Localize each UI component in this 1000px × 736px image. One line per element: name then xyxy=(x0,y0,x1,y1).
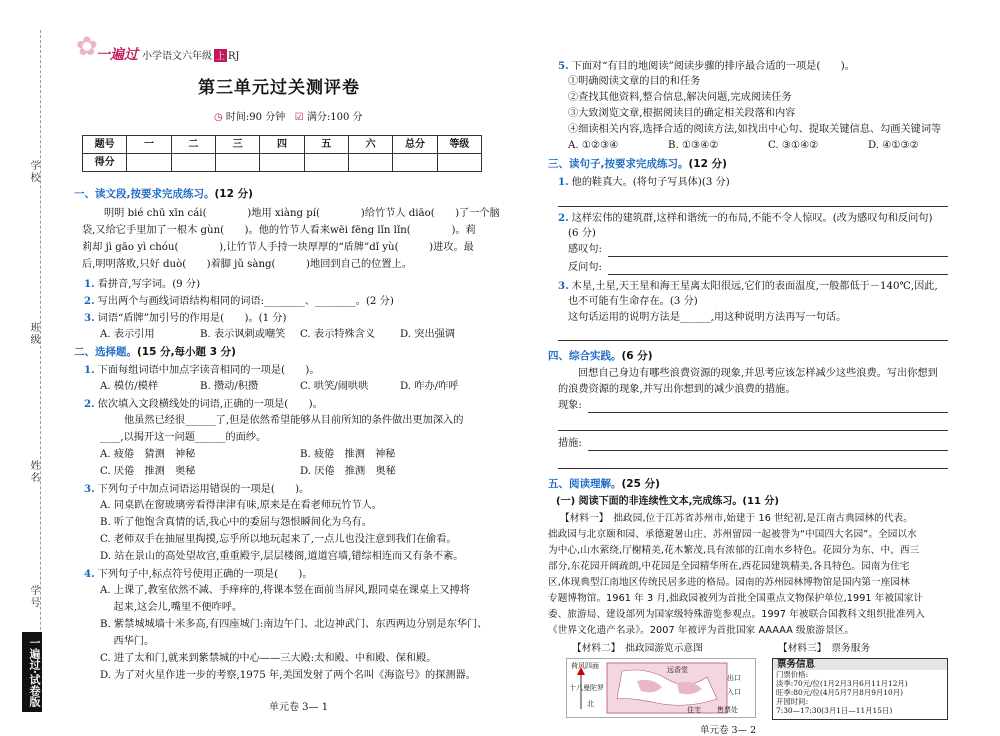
ticket-row: 门票价格: xyxy=(776,670,809,679)
option[interactable]: C. 厌倦 推测 奥秘 xyxy=(100,466,196,477)
score-cell[interactable] xyxy=(348,154,392,172)
garden-map xyxy=(566,658,756,718)
check-icon: ☑ xyxy=(294,112,304,123)
map-label: 远香堂 xyxy=(667,666,688,674)
s2-question-4 xyxy=(84,566,313,583)
option[interactable]: B. 听了他饱含真情的话,我心中的委屈与怨恨瞬间化为乌有。 xyxy=(100,517,372,528)
score-header-cell: 三 xyxy=(215,136,259,154)
measures-answer-line[interactable] xyxy=(558,468,948,469)
material-1-line: 委、旅游局、建设部列为国家级特殊游览参观点。1997 年被联合国教科文组织批准列入 xyxy=(548,609,925,620)
section-1-points: (12 分) xyxy=(214,188,253,200)
map-label: 十八曼陀罗 xyxy=(569,684,604,692)
school-label: 学校 xyxy=(28,160,39,184)
score-table xyxy=(82,135,482,172)
option-continuation: 西华门。 xyxy=(100,636,155,647)
score-header-cell: 四 xyxy=(260,136,304,154)
clock-icon: ◷ xyxy=(214,112,223,123)
score-cell[interactable] xyxy=(127,154,171,172)
section-4-points: (6 分) xyxy=(621,350,653,362)
q5-item: ②查找其他资料,整合信息,解决问题,完成阅读任务 xyxy=(568,92,792,103)
option[interactable]: C. 老师双手在抽屉里掏摸,忘乎所以地玩起来了,一点儿也没注意到我们在偷看。 xyxy=(100,534,457,545)
s2-question-2 xyxy=(84,396,323,413)
page-footer-left: 单元卷 3— 1 xyxy=(269,702,329,713)
section-5-points: (25 分) xyxy=(621,478,660,490)
s2-question-5 xyxy=(558,58,855,75)
question-text: 也不可能有生命存在。(3 分) xyxy=(568,296,698,307)
passage-line: 莉却 jì gāo yì chóu( ),让竹节人手持一块厚厚的“盾牌”dǐ yù( )进攻。最 xyxy=(82,242,474,253)
ticket-row: 开园时间: xyxy=(776,697,809,706)
score-row-label: 得分 xyxy=(83,154,127,172)
time-limit: 时间:90 分钟 xyxy=(225,112,286,123)
score-header-cell: 五 xyxy=(304,136,348,154)
question-number: 3. xyxy=(84,483,95,495)
option[interactable]: D. ④①③② xyxy=(868,140,919,151)
passage-line: 袋,又给它手里加了一根木 gùn( )。他的竹节人看来wēi fēng lǐn lǐn( )。莉 xyxy=(82,225,476,236)
material-1-line: 为中心,山水萦绕,厅榭精美,花木繁茂,具有浓郁的江南水乡特色。花园分为东、中、西三 xyxy=(548,545,920,556)
s2-q2-text-line: 他虽然已经很______了,但是依然希望能够从目前所知的条件做出更加深入的 xyxy=(124,415,464,426)
rhetorical-answer-line[interactable] xyxy=(608,274,948,275)
option[interactable]: B. ①③④② xyxy=(668,140,719,151)
question-text: 看拼音,写字词。(9 分) xyxy=(97,279,201,290)
ticket-row: 淡季:70元/位(1月2月3月6月11月12月) xyxy=(776,679,908,688)
brand-logo: 一遍过 xyxy=(96,47,138,63)
measures-label: 措施: xyxy=(558,438,582,449)
question-text: 依次填入文段横线处的词语,正确的一项是( )。 xyxy=(97,399,323,410)
question-points: (6 分) xyxy=(568,228,596,239)
answer-line[interactable] xyxy=(558,206,948,207)
option[interactable]: A. 疲倦 猜测 神秘 xyxy=(100,449,196,460)
binding-margin xyxy=(0,0,58,735)
question-number: 1. xyxy=(558,176,569,188)
ticket-row: 7:30—17:30(3月1日—11月15日) xyxy=(776,706,893,715)
section-4-title-text: 四、综合实践。 xyxy=(548,350,622,362)
material-3-caption: 【材料三】 票务服务 xyxy=(778,643,871,654)
section-2-title-text: 二、选择题。 xyxy=(74,346,137,358)
brand-term: 上 xyxy=(214,49,227,62)
material-1-line: 部分,东花园开阔疏朗,中花园是全园精华所在,西花园建筑精美,各具特色。园南为住宅 xyxy=(548,561,910,572)
option[interactable]: C. ③①④② xyxy=(768,140,819,151)
question-text: 下面对“有目的地阅读”阅读步骤的排序最合适的一项是( )。 xyxy=(571,61,855,72)
phenomenon-answer-line[interactable] xyxy=(588,412,948,413)
score-header-cell: 六 xyxy=(348,136,392,154)
option[interactable]: D. 突出强调 xyxy=(400,329,456,340)
left-page xyxy=(74,0,500,735)
answer-line[interactable] xyxy=(558,340,948,341)
score-row xyxy=(83,154,482,172)
question-number: 1. xyxy=(84,278,95,290)
material-1-line: 区,体现典型江南地区传统民居多进的格局。园南的苏州园林博物馆是国内第一座园林 xyxy=(548,577,910,588)
map-label: 住宅 xyxy=(687,706,701,714)
option[interactable]: A. 上课了,教室依然不减、手痒痒的,将课本竖在面前当屏风,跟同桌在课桌上又搏将 xyxy=(100,585,470,596)
measures-answer-line[interactable] xyxy=(588,450,948,451)
s2-q2-text-line: ____,以揭开这一问题______的面纱。 xyxy=(100,432,267,443)
q5-item: ③大致浏览文章,根据阅读目的确定相关段落和内容 xyxy=(568,108,796,119)
brand-subject: 小学语文六年级 xyxy=(142,51,212,62)
question-text: 词语“盾牌”加引号的作用是( )。(1 分) xyxy=(97,313,287,324)
question-text: 木星,土星,天王星和海王星离太阳很远,它们的表面温度,一般都低于－140℃,因此, xyxy=(571,281,938,292)
right-page xyxy=(548,0,948,735)
exam-meta xyxy=(214,110,363,126)
s4-text-line: 的浪费资源的现象,并写出你想到的减少浪费的措施。 xyxy=(558,384,796,395)
material-2-caption: 【材料二】 拙政园游览示意图 xyxy=(572,643,703,654)
s2-q2-options-row1 xyxy=(100,447,460,463)
subsection-points: (11 分) xyxy=(742,496,779,507)
class-label: 班级 xyxy=(28,322,39,346)
section-5-title xyxy=(548,476,660,492)
option[interactable]: A. 模仿/模样 xyxy=(100,381,159,392)
score-cell[interactable] xyxy=(304,154,348,172)
s3-question-1 xyxy=(558,174,730,191)
question-text: 下列句子中加点词语运用错误的一项是( )。 xyxy=(97,484,310,495)
score-cell[interactable] xyxy=(393,154,437,172)
question-number: 2. xyxy=(84,295,95,307)
score-header-cell: 一 xyxy=(127,136,171,154)
section-3-points: (12 分) xyxy=(688,158,727,170)
question-text: 下面每组词语中加点字读音相同的一项是( )。 xyxy=(97,365,320,376)
s2-question-3 xyxy=(84,481,309,498)
map-north-label: 北 xyxy=(587,700,594,708)
brand-edition: RJ xyxy=(228,51,240,62)
option[interactable]: C. 哄笑/闹哄哄 xyxy=(300,381,369,392)
option-continuation: 起来,这会儿,嘴里不便咋呼。 xyxy=(100,602,243,613)
question-text: 下列句子中,标点符号使用正确的一项是( )。 xyxy=(97,569,313,580)
material-1-line: 《世界文化遗产名录》。2007 年被评为首批国家 AAAAA 级旅游景区。 xyxy=(548,625,855,636)
s4-text-line: 回想自己身边有哪些浪费资源的现象,并思考应该怎样减少这些浪费。写出你想到 xyxy=(578,368,938,379)
material-1-line: 专题博物馆。1961 年 3 月,拙政园被列为首批全国重点文物保护单位,1991 年被国家计 xyxy=(548,593,924,604)
option[interactable]: A. 表示引用 xyxy=(100,329,155,340)
option[interactable]: A. ①②③④ xyxy=(568,140,619,151)
option[interactable]: D. 站在景山的高处望故宫,重重殿宇,层层楼阁,道道宫墙,错综相连而又有条不紊。 xyxy=(100,551,464,562)
passage-line: 明明 bié chū xīn cái( )地用 xiàng pí( )给竹节人 diāo( )了一个脑 xyxy=(104,208,500,219)
option[interactable]: B. 攒动/积攒 xyxy=(200,381,259,392)
ticket-info-box xyxy=(772,658,948,720)
section-1-title xyxy=(74,186,253,202)
map-label: 出口 xyxy=(727,674,741,682)
material-1-line: 拙政园与北京颐和园、承德避暑山庄、苏州留园一起被誉为“中国四大名园”。全园以水 xyxy=(548,529,917,540)
s1-q3-options xyxy=(100,327,500,343)
question-number: 1. xyxy=(84,364,95,376)
phenomenon-label: 现象: xyxy=(558,400,582,411)
section-2-title xyxy=(74,344,236,360)
q5-item: ①明确阅读文章的目的和任务 xyxy=(568,76,701,87)
question-text: 写出两个与画线词语结构相同的词语:________、________。(2 分) xyxy=(97,296,394,307)
section-1-title-text: 一、读文段,按要求完成练习。 xyxy=(74,188,215,200)
question-text: 这句话运用的说明方法是______,用这种说明方法再写一句话。 xyxy=(568,312,847,323)
question-number: 3. xyxy=(84,312,95,324)
section-4-title xyxy=(548,348,653,364)
q5-options xyxy=(568,138,968,154)
material-1-line: 【材料一】 拙政园,位于江苏省苏州市,始建于 16 世纪初,是江南古典园林的代表。 xyxy=(560,513,913,524)
section-2-points: (15 分,每小题 3 分) xyxy=(137,346,236,358)
q5-item: ④细读相关内容,选择合适的阅读方法,如找出中心句、提取关键信息、勾画关键词等 xyxy=(568,124,942,135)
name-label: 姓名 xyxy=(28,460,39,484)
question-number: 2. xyxy=(558,212,569,224)
subsection-title xyxy=(556,494,779,510)
section-3-title-text: 三、读句子,按要求完成练习。 xyxy=(548,158,689,170)
section-3-title xyxy=(548,156,727,172)
score-header-row xyxy=(83,136,482,154)
score-header-cell: 二 xyxy=(171,136,215,154)
score-cell[interactable] xyxy=(171,154,215,172)
ticket-row: 旺季:80元/位(4月5月7月8月9月10月) xyxy=(776,688,903,697)
option[interactable]: C. 进了太和门,就来到紫禁城的中心——三大殿:太和殿、中和殿、保和殿。 xyxy=(100,653,437,664)
map-label: 荷风四面 xyxy=(571,662,599,670)
question-text: 这样宏伟的建筑群,这样和谐统一的布局,不能不令人惊叹。(改为感叹句和反问句) xyxy=(571,213,933,224)
ticket-info-title: 票务信息 xyxy=(773,659,947,670)
s3-question-2 xyxy=(558,210,932,227)
score-cell[interactable] xyxy=(215,154,259,172)
score-header-cell: 等级 xyxy=(437,136,481,154)
s1-question-1 xyxy=(84,276,200,293)
option[interactable]: B. 表示讽刺或嘲笑 xyxy=(200,329,286,340)
question-number: 4. xyxy=(84,568,95,580)
rhetorical-label: 反问句: xyxy=(568,262,602,273)
subsection-title-text: (一) 阅读下面的非连续性文本,完成练习。 xyxy=(556,496,743,507)
flower-icon: ✿ xyxy=(76,32,98,62)
question-text: 他的鞋真大。(将句子写具体)(3 分) xyxy=(571,177,730,188)
s2-question-1 xyxy=(84,362,320,379)
id-label: 学号 xyxy=(28,585,39,609)
exclamation-answer-line[interactable] xyxy=(608,256,948,257)
score-cell[interactable] xyxy=(437,154,481,172)
option[interactable]: C. 表示特殊含义 xyxy=(300,329,376,340)
question-number: 2. xyxy=(84,398,95,410)
question-number: 3. xyxy=(558,280,569,292)
map-label: 售票处 xyxy=(717,706,738,714)
option[interactable]: B. 疲倦 推测 神秘 xyxy=(300,449,396,460)
option[interactable]: D. 为了对火星作进一步的考察,1975 年,美国发射了两个名叫《海盗号》的探测器。 xyxy=(100,670,476,681)
brand-vertical: 一遍过·试卷版 xyxy=(22,632,42,712)
option[interactable]: D. 厌倦 推测 奥秘 xyxy=(300,466,396,477)
page-title: 第三单元过关测评卷 xyxy=(198,78,360,98)
map-label: 入口 xyxy=(727,688,741,696)
phenomenon-answer-line[interactable] xyxy=(558,430,948,431)
score-header-cell: 总分 xyxy=(393,136,437,154)
exclamation-label: 感叹句: xyxy=(568,244,602,255)
s1-question-3 xyxy=(84,310,287,327)
s2-q2-options-row2 xyxy=(100,464,460,480)
score-header-cell: 题号 xyxy=(83,136,127,154)
full-score: 满分:100 分 xyxy=(306,112,363,123)
option[interactable]: A. 同桌趴在窗玻璃旁看得津津有味,原来是在看老师玩竹节人。 xyxy=(100,500,382,511)
passage-line: 后,明明落败,只好 duò( )着脚 jǔ sàng( )地回到自己的位置上。 xyxy=(82,259,412,270)
option[interactable]: D. 咋办/咋呼 xyxy=(400,381,459,392)
option[interactable]: B. 紫禁城城墙十米多高,有四座城门:南边午门、北边神武门、东西两边分别是东华门、 xyxy=(100,619,488,630)
s1-question-2 xyxy=(84,293,394,310)
question-number: 5. xyxy=(558,60,569,72)
section-5-title-text: 五、阅读理解。 xyxy=(548,478,622,490)
s2-q1-options xyxy=(100,379,500,395)
s3-question-3 xyxy=(558,278,938,295)
page-footer-right: 单元卷 3— 2 xyxy=(700,725,757,736)
score-cell[interactable] xyxy=(260,154,304,172)
